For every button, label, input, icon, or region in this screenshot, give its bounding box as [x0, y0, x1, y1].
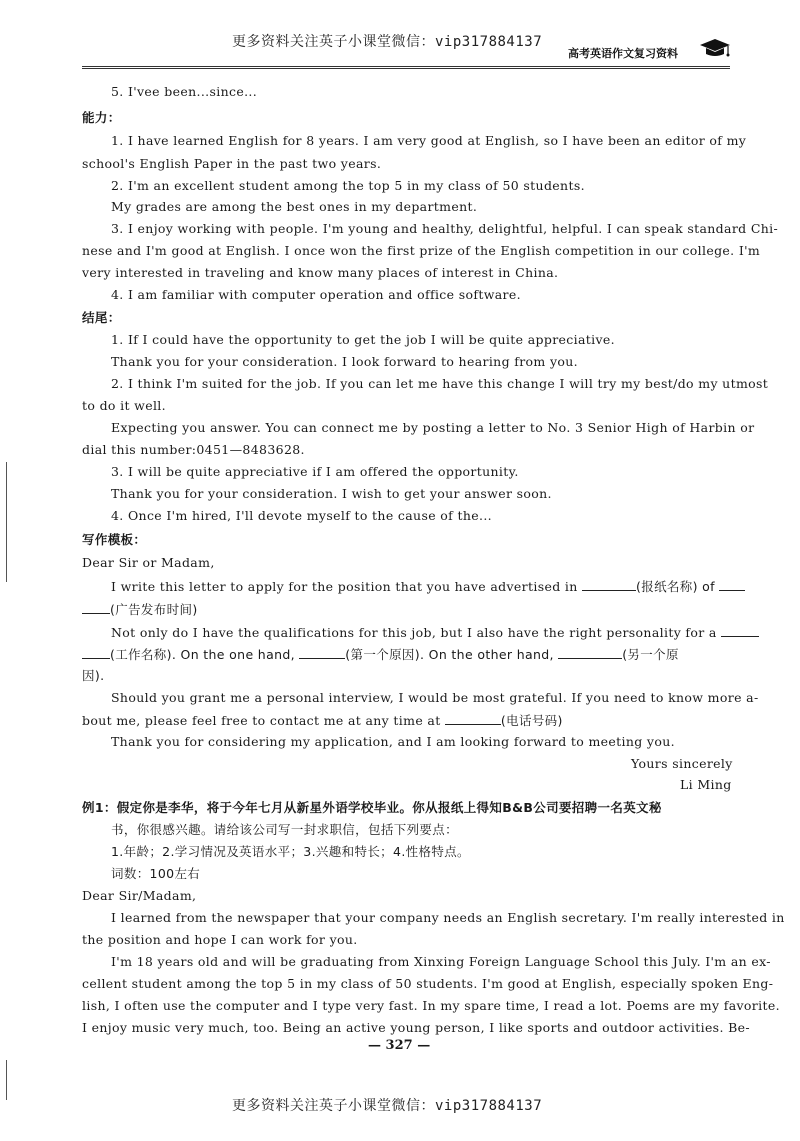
ability-2a: 2. I'm an excellent student among the top 5 in my class of 50 students. [111, 178, 585, 193]
ending-4: 4. Once I'm hired, I'll devote myself to the cause of the... [111, 508, 492, 523]
template-p2a-text: Not only do I have the qualifications for this job, but I also have the right personality for a [111, 625, 717, 640]
template-p2b-note1: (工作名称). On the one hand, [110, 647, 295, 662]
ending-2d: dial this number:0451—8483628. [82, 442, 305, 457]
ability-3a: 3. I enjoy working with people. I'm young and healthy, delightful, helpful. I can speak standard Chi- [111, 221, 779, 236]
template-p1b-note: (广告发布时间) [110, 602, 198, 617]
template-p4: Thank you for considering my application, and I am looking forward to meeting you. [111, 734, 675, 749]
example-body-2b: cellent student among the top 5 in my class of 50 students. I'm good at English, especially spoken Eng- [82, 976, 774, 991]
header-rule [82, 66, 730, 67]
blank-other-reason [558, 646, 622, 659]
example-prompt-1: 例1：假定你是李华，将于今年七月从新星外语学校毕业。你从报纸上得知B&B公司要招聘一名英文秘 [82, 800, 662, 815]
example-prompt-2: 书，你很感兴趣。请给该公司写一封求职信，包括下列要点： [111, 822, 458, 837]
ability-1a: 1. I have learned English for 8 years. I am very good at English, so I have been an editor of my [111, 133, 747, 148]
scan-edge-mark [6, 1060, 7, 1100]
watermark-bottom: 更多资料关注英子小课堂微信：vip317884137 [232, 1098, 543, 1114]
template-p3a: Should you grant me a personal interview, I would be most grateful. If you need to know more a- [111, 690, 759, 705]
ability-heading: 能力： [82, 110, 121, 125]
watermark-top: 更多资料关注英子小课堂微信：vip317884137 [232, 34, 543, 50]
ability-1b: school's English Paper in the past two years. [82, 156, 382, 171]
example-body-2a: I'm 18 years old and will be graduating from Xinxing Foreign Language School this July. I'm an ex- [111, 954, 771, 969]
template-p1a-text: I write this letter to apply for the position that you have advertised in [111, 579, 578, 594]
scan-edge-mark [6, 462, 7, 582]
blank-phone-number [445, 712, 501, 725]
template-heading: 写作模板： [82, 532, 147, 547]
example-salutation: Dear Sir/Madam, [82, 888, 197, 903]
ending-3b: Thank you for your consideration. I wish to get your answer soon. [111, 486, 552, 501]
blank-publish-date [82, 601, 110, 614]
example-body-1b: the position and hope I can work for you. [82, 932, 358, 947]
template-signature: Li Ming [680, 777, 732, 792]
template-p1a [111, 578, 745, 595]
template-closing: Yours sincerely [631, 756, 733, 771]
example-body-1a: I learned from the newspaper that your company needs an English secretary. I'm really interested in [111, 910, 785, 925]
series-logo-text: 高考英语作文复习资料 [568, 47, 678, 60]
template-p2b-note2: (第一个原因). On the other hand, [345, 647, 554, 662]
template-p3b [82, 712, 563, 729]
template-salutation: Dear Sir or Madam, [82, 555, 215, 570]
page-number: — 327 — [368, 1038, 431, 1053]
graduation-cap-icon [698, 38, 732, 62]
template-p3b-text: bout me, please feel free to contact me at any time at [82, 713, 441, 728]
blank-first-reason [299, 646, 345, 659]
ability-3c: very interested in traveling and know many places of interest in China. [82, 265, 559, 280]
blank-job-name-start [721, 624, 759, 637]
ending-heading: 结尾： [82, 310, 121, 325]
template-p1a-note: (报纸名称) of [636, 579, 715, 594]
example-body-2c: lish, I often use the computer and I type very fast. In my spare time, I read a lot. Poems are my favorite. [82, 998, 780, 1013]
blank-publish-date-start [719, 578, 745, 591]
example-prompt-4: 词数：100左右 [111, 866, 201, 881]
template-p2a [111, 624, 759, 641]
ending-1a: 1. If I could have the opportunity to get the job I will be quite appreciative. [111, 332, 616, 347]
ability-2b: My grades are among the best ones in my department. [111, 199, 478, 214]
ending-2c: Expecting you answer. You can connect me by posting a letter to No. 3 Senior High of Harbin or [111, 420, 755, 435]
example-body-2d: I enjoy music very much, too. Being an active young person, I like sports and outdoor activities. Be- [82, 1020, 750, 1035]
template-p3b-note: (电话号码) [500, 713, 563, 728]
template-p2b [82, 646, 679, 663]
blank-newspaper-name [582, 578, 636, 591]
template-p2b-note3: (另一个原 [622, 647, 679, 662]
ability-4: 4. I am familiar with computer operation and office software. [111, 287, 521, 302]
ending-2b: to do it well. [82, 398, 166, 413]
example-prompt-3: 1.年龄；2.学习情况及英语水平；3.兴趣和特长；4.性格特点。 [111, 844, 470, 859]
ending-2a: 2. I think I'm suited for the job. If you can let me have this change I will try my best/do my utmost [111, 376, 769, 391]
template-p2c: 因). [82, 668, 105, 683]
blank-job-name [82, 646, 110, 659]
item-5: 5. I'vee been...since... [111, 84, 258, 99]
template-p1b [82, 601, 198, 618]
ability-3b: nese and I'm good at English. I once won the first prize of the English competition in our college. I'm [82, 243, 761, 258]
ending-1b: Thank you for your consideration. I look forward to hearing from you. [111, 354, 578, 369]
header-rule-double [82, 68, 730, 69]
ending-3a: 3. I will be quite appreciative if I am offered the opportunity. [111, 464, 519, 479]
